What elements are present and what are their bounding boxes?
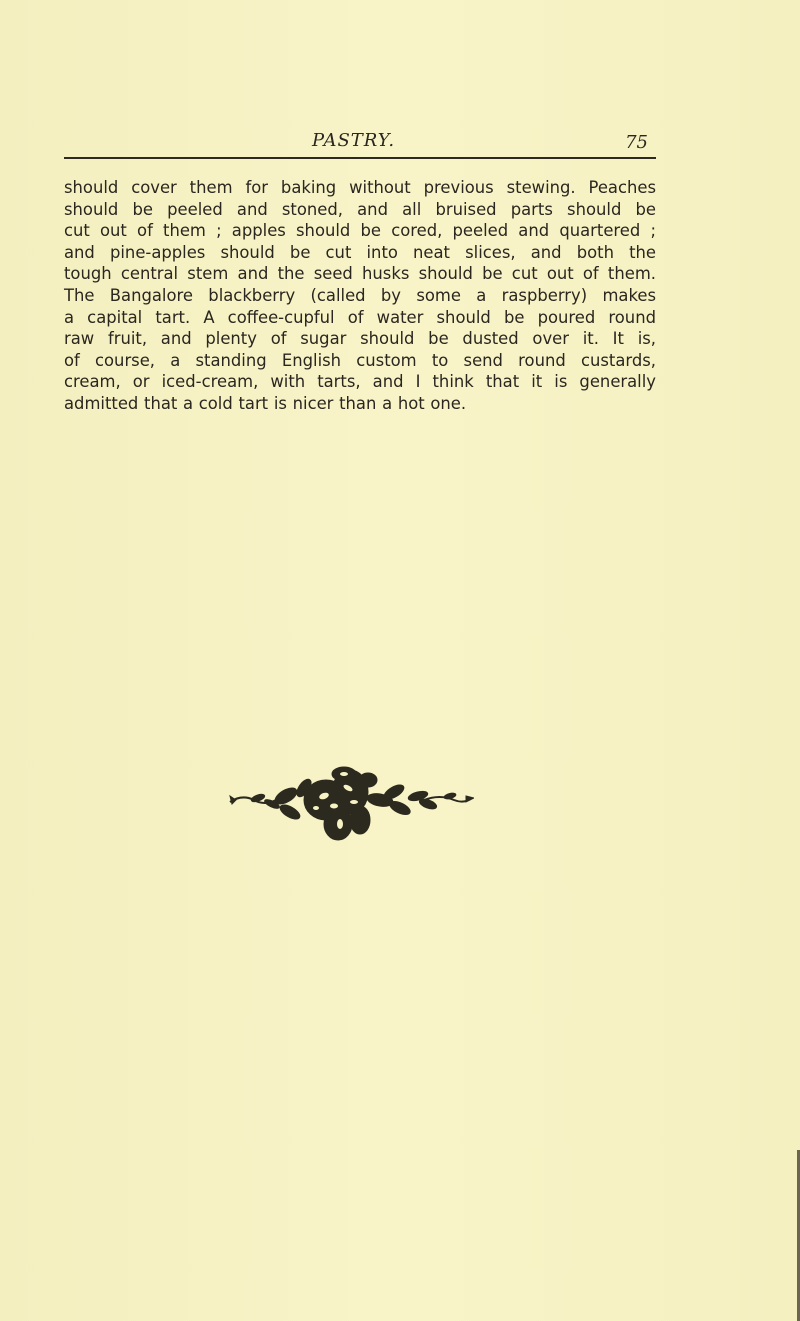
text-line: The Bangalore blackberry (called by some a raspberry) makes	[64, 285, 656, 305]
text-line: should be peeled and stoned, and all bruised parts should be	[64, 199, 656, 219]
text-line: raw fruit, and plenty of sugar should be dusted over it. It is,	[64, 329, 656, 349]
text-line: of course, a standing English custom to send round custards,	[64, 350, 656, 370]
text-line: a capital tart. A coffee-cupful of water should be poured round	[64, 307, 656, 327]
text-line: should cover them for baking without previous stewing. Peaches	[64, 178, 656, 197]
text-line: cut out of them ; apples should be cored, peeled and quartered ;	[64, 221, 656, 241]
running-title: PASTRY.	[312, 130, 396, 151]
header-rule	[64, 157, 656, 159]
body-paragraph	[64, 177, 656, 415]
running-head	[64, 130, 656, 154]
page-number: 75	[625, 132, 648, 153]
floral-tailpiece-icon	[228, 766, 474, 842]
text-line: tough central stem and the seed husks should be cut out of them.	[64, 264, 656, 284]
text-line: and pine-apples should be cut into neat slices, and both the	[64, 242, 656, 262]
text-line: cream, or iced-cream, with tarts, and I think that it is generally	[64, 372, 656, 392]
text-line: admitted that a cold tart is nicer than a hot one.	[64, 393, 467, 413]
